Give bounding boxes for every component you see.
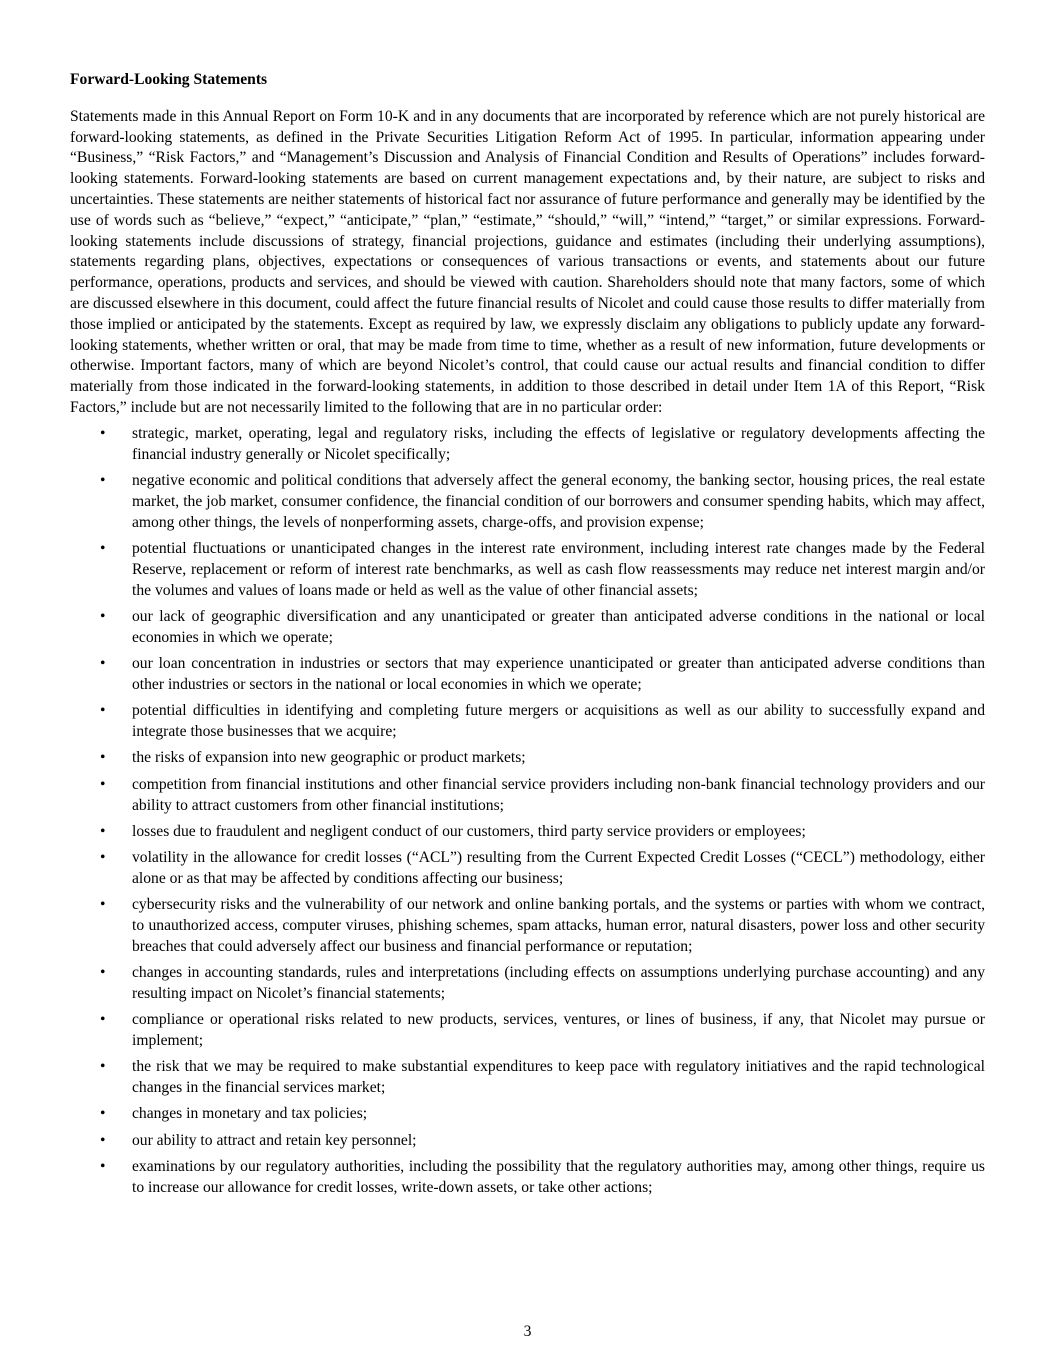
list-item-text: potential fluctuations or unanticipated changes in the interest rate environment, including interest rate changes made by the Federal Reserve, replacement or reform of interest rate benchmarks, as well as cash flow reassessments may reduce net interest margin and/or the volumes and values of loans made or held as well as the value of other financial assets; [132, 540, 985, 599]
list-item [70, 424, 985, 466]
list-item [70, 963, 985, 1005]
list-item [70, 539, 985, 601]
page-number: 3 [523, 1323, 532, 1340]
list-item [70, 1010, 985, 1052]
list-item-text: strategic, market, operating, legal and regulatory risks, including the effects of legislative or regulatory developments affecting the financial industry generally or Nicolet specifically; [132, 425, 985, 464]
list-item-text: losses due to fraudulent and negligent conduct of our customers, third party service providers or employees; [132, 822, 806, 840]
list-item [70, 895, 985, 957]
list-item-text: potential difficulties in identifying and completing future mergers or acquisitions as well as our ability to successfully expand and integrate those businesses that we acquire; [132, 702, 985, 741]
bullet-icon: • [100, 702, 106, 720]
bullet-icon: • [100, 749, 106, 767]
bullet-icon: • [100, 896, 106, 914]
list-item-text: negative economic and political conditions that adversely affect the general economy, the banking sector, housing prices, the real estate market, the job market, consumer confidence, the financial condition of our borrowers and consumer spending habits, which may affect, among other things, the levels of nonperforming assets, charge-offs, and provision expense; [132, 472, 985, 531]
list-item [70, 1157, 985, 1199]
list-item-text: changes in accounting standards, rules and interpretations (including effects on assumptions underlying purchase accounting) and any resulting impact on Nicolet’s financial statements; [132, 964, 985, 1002]
bullet-icon: • [100, 608, 106, 626]
bullet-icon: • [100, 1011, 106, 1029]
list-item-text: our ability to attract and retain key personnel; [132, 1131, 417, 1149]
list-item-text: volatility in the allowance for credit losses (“ACL”) resulting from the Current Expected Credit Losses (“CECL”) methodology, either alone or as that may be affected by conditions affecting our business; [132, 849, 985, 887]
bullet-icon: • [100, 425, 106, 443]
list-item-text: the risks of expansion into new geographic or product markets; [132, 749, 526, 767]
risk-factor-list [70, 424, 985, 1198]
list-item [70, 848, 985, 890]
list-item [70, 607, 985, 649]
list-item-text: competition from financial institutions and other financial service providers including non-bank financial technology providers and our ability to attract customers from other financial institutions; [132, 775, 985, 814]
list-item-text: our loan concentration in industries or sectors that may experience unanticipated or greater than anticipated adverse conditions than other industries or sectors in the national or local economies in which we operate; [132, 655, 985, 694]
bullet-icon: • [100, 1131, 106, 1149]
list-item-text: examinations by our regulatory authorities, including the possibility that the regulatory authorities may, among other things, require us to increase our allowance for credit losses, write-down assets, or take other actions; [132, 1157, 985, 1196]
list-item [70, 1057, 985, 1099]
list-item-text: compliance or operational risks related to new products, services, ventures, or lines of business, if any, that Nicolet may pursue or implement; [132, 1011, 985, 1049]
list-item-text: the risk that we may be required to make substantial expenditures to keep pace with regulatory initiatives and the rapid technological changes in the financial services market; [132, 1058, 985, 1097]
document-page [70, 70, 985, 1199]
list-item-text: our lack of geographic diversification and any unanticipated or greater than anticipated adverse conditions in the national or local economies in which we operate; [132, 608, 985, 646]
bullet-icon: • [100, 849, 106, 867]
list-item [70, 822, 985, 843]
bullet-icon: • [100, 472, 106, 490]
bullet-icon: • [100, 655, 106, 673]
bullet-icon: • [100, 1058, 106, 1076]
list-item-text: cybersecurity risks and the vulnerability of our network and online banking portals, and the systems or parties with whom we contract, to unauthorized access, computer viruses, phishing schemes, spam attacks, human error, natural disasters, power loss and other security breaches that could adversely affect our business and financial performance or reputation; [132, 896, 985, 955]
list-item [70, 654, 985, 696]
bullet-icon: • [100, 775, 106, 793]
bullet-icon: • [100, 540, 106, 558]
list-item [70, 471, 985, 533]
list-item-text: changes in monetary and tax policies; [132, 1105, 368, 1123]
list-item [70, 1131, 985, 1152]
list-item [70, 748, 985, 769]
bullet-icon: • [100, 1157, 106, 1175]
bullet-icon: • [100, 964, 106, 982]
section-heading: Forward-Looking Statements [70, 71, 268, 88]
intro-paragraph: Statements made in this Annual Report on Form 10-K and in any documents that are incorporated by reference which are not purely historical are forward-looking statements, as defined in the Private Securities Litigation Reform Act of 1995. In particular, information appearing under “Business,” “Risk Factors,” and “Management’s Discussion and Analysis of Financial Condition and Results of Operations” includes forward-looking statements. Forward-looking statements are based on current management expectations and, by their nature, are subject to risks and uncertainties. These statements are neither statements of historical fact nor assurance of future performance and generally may be identified by the use of words such as “believe,” “expect,” “anticipate,” “plan,” “estimate,” “should,” “will,” “intend,” “target,” or similar expressions. Forward-looking statements include discussions of strategy, financial projections, guidance and estimates (including their underlying assumptions), statements regarding plans, objectives, expectations or consequences of various transactions or events, and statements about our future performance, operations, products and services, and should be viewed with caution. Shareholders should note that many factors, some of which are discussed elsewhere in this document, could affect the future financial results of Nicolet and could cause those results to differ materially from those implied or anticipated by the statements. Except as required by law, we expressly disclaim any obligations to publicly update any forward-looking statements, whether written or oral, that may be made from time to time, whether as a result of new information, future developments or otherwise. Important factors, many of which are beyond Nicolet’s control, that could cause our actual results and financial condition to differ materially from those indicated in the forward-looking statements, in addition to those described in detail under Item 1A of this Report, “Risk Factors,” include but are not necessarily limited to the following that are in no particular order: [70, 107, 985, 416]
list-item [70, 1104, 985, 1125]
bullet-icon: • [100, 1105, 106, 1123]
list-item [70, 701, 985, 743]
list-item [70, 775, 985, 817]
bullet-icon: • [100, 822, 106, 840]
